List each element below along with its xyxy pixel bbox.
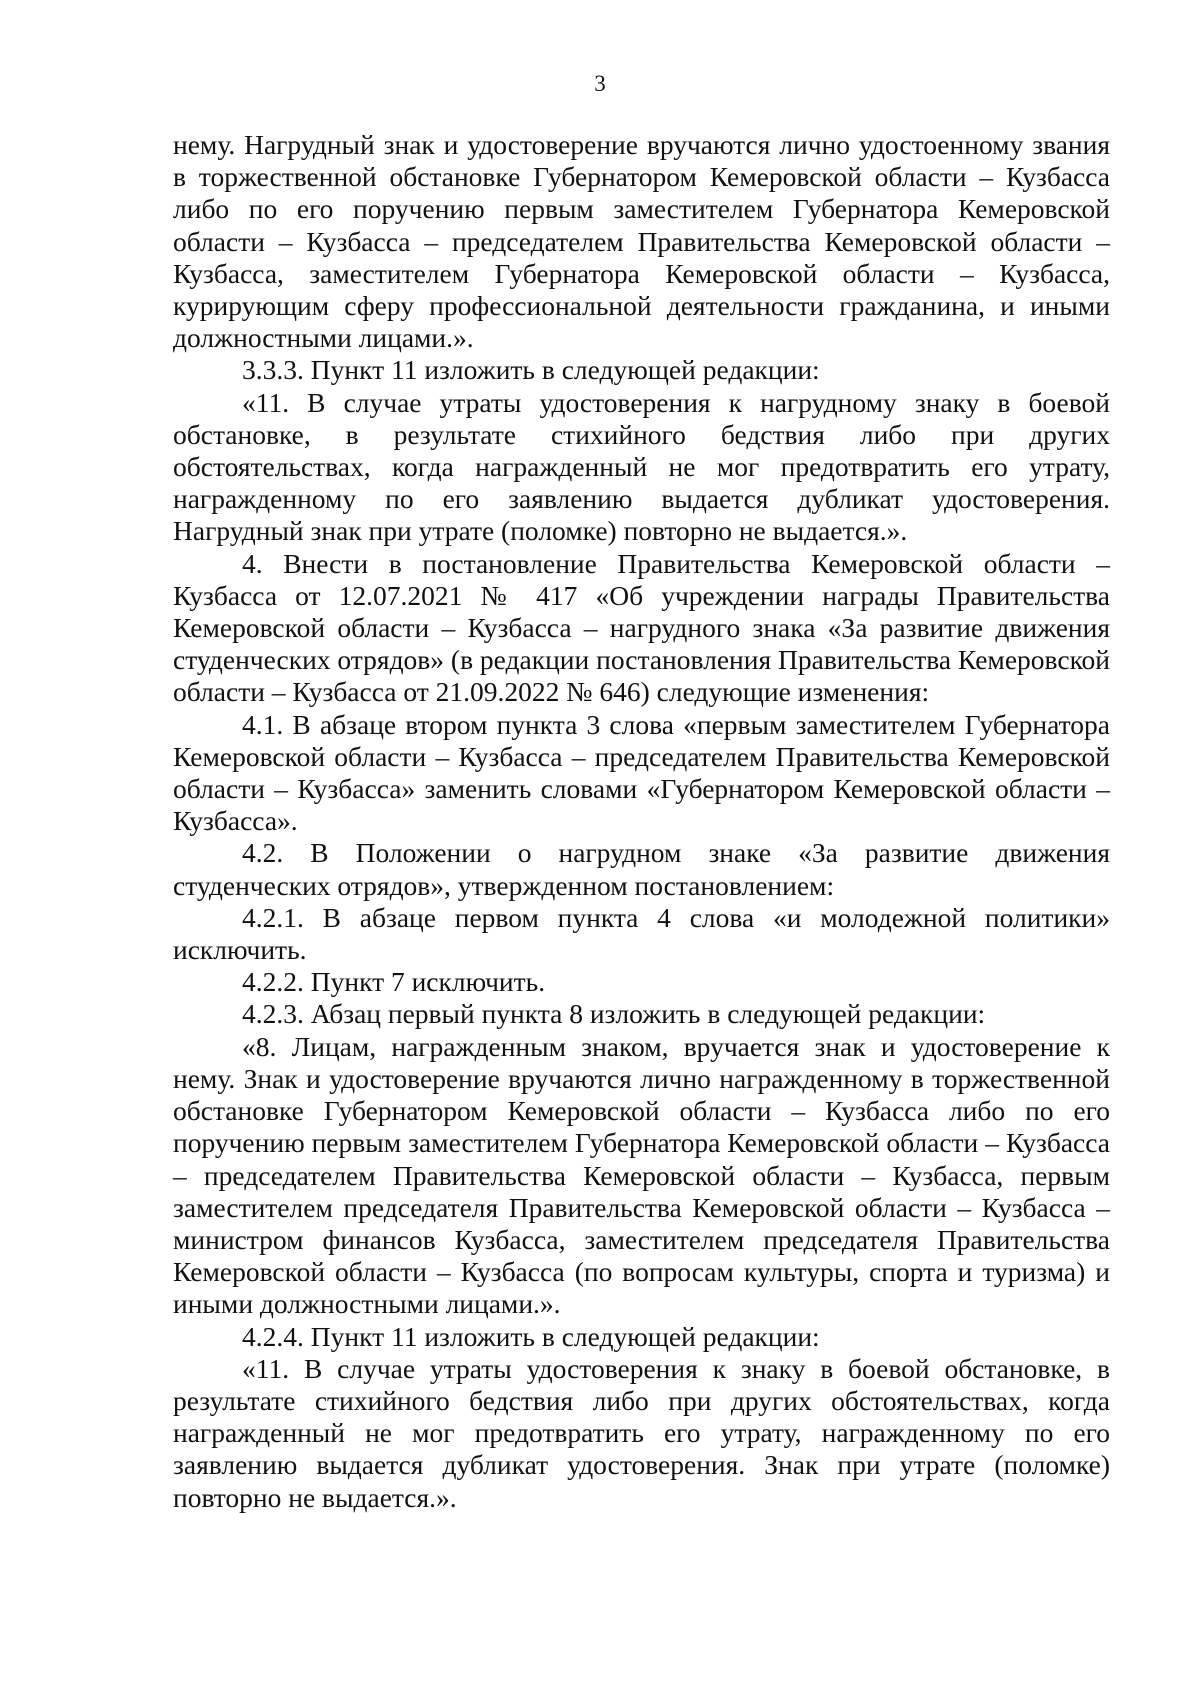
paragraph-quote-11-badge: «11. В случае утраты удостоверения к нагрудному знаку в боевой обстановке, в результате стихийного бедствия либо при других обстоятельствах, когда награжденный не мог предотвратить его утрату, награжденному по его заявлению выдается дубликат удостоверения. Нагрудный знак при утрате (поломке) повторно не выдается.». (173, 386, 1110, 547)
paragraph-4-2-3: 4.2.3. Абзац первый пункта 8 изложить в следующей редакции: (242, 998, 986, 1030)
document-body (173, 129, 1110, 1514)
paragraph-4-2-1: 4.2.1. В абзаце первом пункта 4 слова «и молодежной политики» исключить. (173, 901, 1110, 966)
paragraph-quote-8: «8. Лицам, награжденным знаком, вручается знак и удостоверение к нему. Знак и удостоверение вручаются лично награжденному в торжественной обстановке Губернатором Кемеровской области – Кузбасса либо по его поручению первым заместителем Губернатора Кемеровской области – Кузбасса – председателем Правительства Кемеровской области – Кузбасса, первым заместителем председателя Правительства Кемеровской области – Кузбасса – министром финансов Кузбасса, заместителем председателя Правительства Кемеровской области – Кузбасса (по вопросам культуры, спорта и туризма) и иными должностными лицами.». (173, 1030, 1110, 1320)
paragraph-quote-11-sign: «11. В случае утраты удостоверения к знаку в боевой обстановке, в результате стихийного бедствия либо при других обстоятельствах, когда награжденный не мог предотвратить его утрату, награжденному по его заявлению выдается дубликат удостоверения. Знак при утрате (поломке) повторно не выдается.». (173, 1352, 1110, 1513)
page-number: 3 (594, 71, 606, 96)
paragraph-3-3-3: 3.3.3. Пункт 11 изложить в следующей редакции: (242, 354, 820, 386)
paragraph-continuation: нему. Нагрудный знак и удостоверение вручаются лично удостоенному звания в торжественной обстановке Губернатором Кемеровской области – Кузбасса либо по его поручению первым заместителем Губернатора Кемеровской области – Кузбасса – председателем Правительства Кемеровской области – Кузбасса, заместителем Губернатора Кемеровской области – Кузбасса, курирующим сферу профессиональной деятельности гражданина, и иными должностными лицами.». (173, 129, 1110, 354)
paragraph-4-2-4: 4.2.4. Пункт 11 изложить в следующей редакции: (242, 1320, 820, 1352)
paragraph-4-1: 4.1. В абзаце втором пункта 3 слова «первым заместителем Губернатора Кемеровской области – Кузбасса – председателем Правительства Кемеровской области – Кузбасса» заменить словами «Губернатором Кемеровской области – Кузбасса». (173, 708, 1110, 837)
paragraph-4: 4. Внести в постановление Правительства Кемеровской области – Кузбасса от 12.07.2021 № 417 «Об учреждении награды Правительства Кемеровской области – Кузбасса – нагрудного знака «За развитие движения студенческих отрядов» (в редакции постановления Правительства Кемеровской области – Кузбасса от 21.09.2022 № 646) следующие изменения: (173, 547, 1111, 708)
paragraph-4-2: 4.2. В Положении о нагрудном знаке «За развитие движения студенческих отрядов», утвержденном постановлением: (173, 837, 1110, 901)
paragraph-4-2-2: 4.2.2. Пункт 7 исключить. (242, 966, 546, 998)
